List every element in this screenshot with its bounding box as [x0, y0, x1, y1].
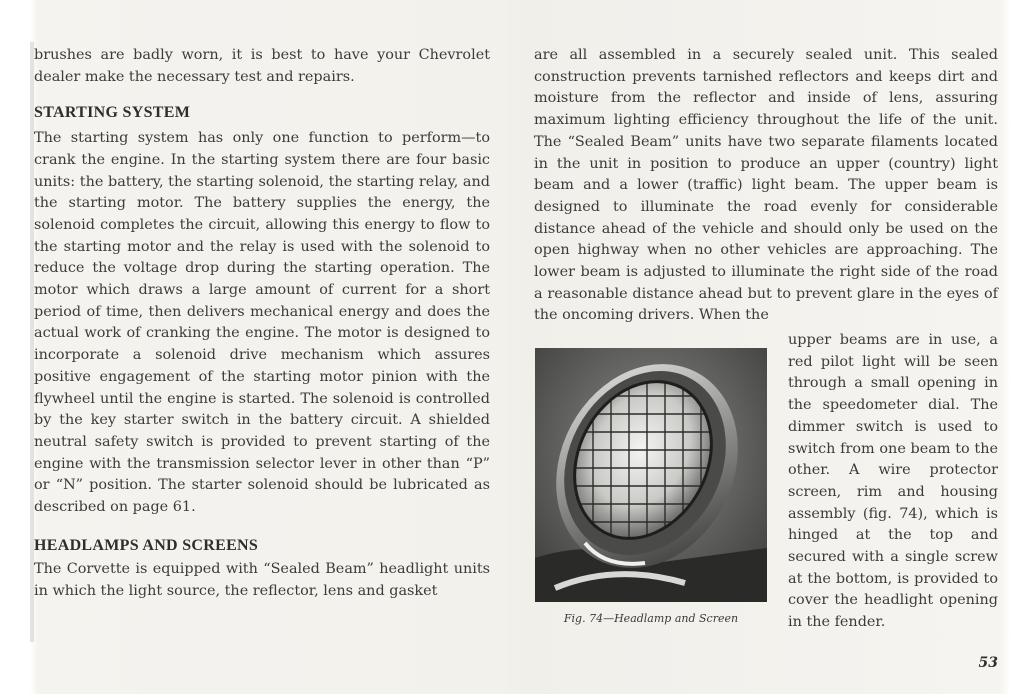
headlamp-screen-photo: [535, 348, 767, 602]
figure-wrap-text: upper beams are in use, a red pilot light will be seen through a small opening in the speedometer dial. The dimmer switch is used to switch from one beam to the other. A wire protector screen, rim and housing assembly (fig. 74), which is hinged at the top and secured with a single screw at the bottom, is provided to cover the headlight opening in the fender.: [788, 332, 998, 631]
figure-caption: Fig. 74—Headlamp and Screen: [563, 612, 739, 625]
sealed-beam-paragraph: are all assembled in a securely sealed unit. This sealed construction prevents tarnished reflectors and keeps dirt and moisture from the reflector and inside of lens, assuring maximum lighting efficiency throughout the life of the unit. The “Sealed Beam” units have two separate filaments located in the unit in position to produce an upper (country) light beam and a lower (traffic) light beam. The upper beam is designed to illuminate the road evenly for considerable distance ahead of the vehicle and should only be used on the open highway when no other vehicles are approaching. The lower beam is adjusted to illuminate the right side of the road a reasonable distance ahead but to prevent glare in the eyes of the oncoming drivers. When the: [534, 47, 998, 324]
headlamp-figure: [535, 348, 767, 602]
left-column: [34, 45, 490, 603]
starting-system-paragraph: The starting system has only one function to perform—to crank the engine. In the starting system there are four basic units: the battery, the starting solenoid, the starting relay, and the starting motor. The battery supplies the energy, the solenoid completes the circuit, allowing this energy to flow to the starting motor and the relay is used with the solenoid to reduce the voltage drop during the starting operation. The motor which draws a large amount of current for a short period of time, then delivers mechanical energy and does the actual work of cranking the engine. The motor is designed to incorporate a solenoid drive mechanism which assures positive engagement of the starting motor pinion with the flywheel until the engine is started. The solenoid is controlled by the key starter switch in the battery circuit. A shielded neutral safety switch is provided to prevent starting of the engine with the transmission selector lever in other than “P” or “N” position. The starter solenoid should be lubricated as described on page 61.: [34, 130, 490, 516]
headlamps-paragraph: The Corvette is equipped with “Sealed Beam” headlight units in which the light source, the reflector, lens and gasket: [34, 561, 490, 600]
intro-paragraph: brushes are badly worn, it is best to have your Chevrolet dealer make the necessary test and repairs.: [34, 47, 490, 85]
right-column: [534, 45, 998, 327]
page-number: 53: [978, 655, 998, 671]
headlamps-heading: HEADLAMPS AND SCREENS: [34, 536, 259, 554]
starting-system-heading: STARTING SYSTEM: [34, 104, 191, 122]
